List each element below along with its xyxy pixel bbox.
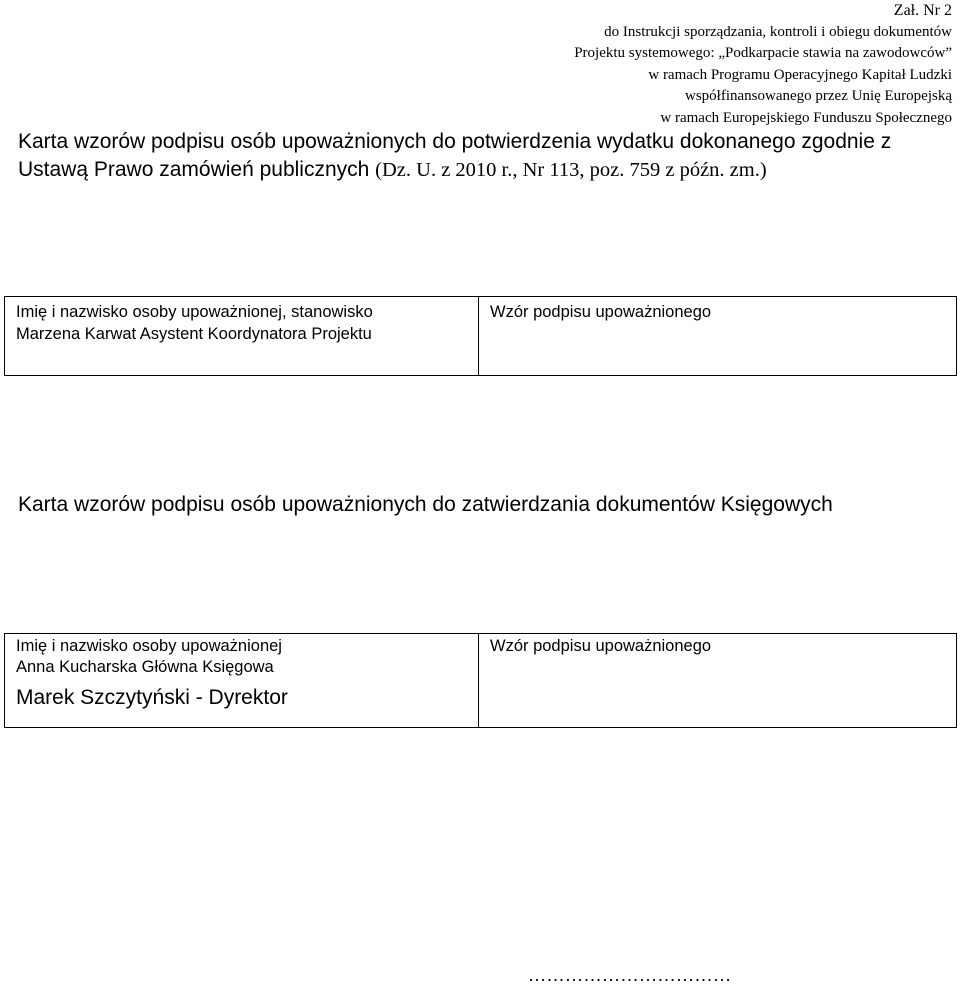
header-line: Projektu systemowego: „Podkarpacie stawia na zawodowców” — [574, 45, 952, 61]
signature-column-header: Wzór podpisu upoważnionego — [490, 303, 712, 321]
header-line: do Instrukcji sporządzania, kontroli i obiegu dokumentów — [604, 23, 952, 40]
person-entry: Marek Szczytyński - Dyrektor — [16, 686, 288, 709]
person-column-header: Imię i nazwisko osoby upoważnionej — [16, 637, 282, 655]
person-column-header: Imię i nazwisko osoby upoważnionej, stanowisko — [16, 303, 373, 321]
signature-cell — [479, 634, 957, 728]
section1-title — [18, 128, 953, 184]
signature-column-header: Wzór podpisu upoważnionego — [490, 637, 712, 655]
header-line: współfinansowanego przez Unię Europejską — [685, 88, 952, 104]
person-cell — [5, 634, 479, 728]
attachment-header — [432, 0, 952, 129]
signature-table-1 — [4, 296, 957, 376]
signature-cell — [479, 297, 957, 376]
attachment-number: Zał. Nr 2 — [893, 2, 952, 19]
section2-title: Karta wzorów podpisu osób upoważnionych do zatwierdzania dokumentów Księgowych — [18, 493, 833, 516]
header-line: w ramach Programu Operacyjnego Kapitał Ludzki — [648, 66, 952, 83]
person-entry: Marzena Karwat Asystent Koordynatora Projektu — [16, 325, 372, 343]
signature-table-2 — [4, 633, 957, 728]
signature-line: …………………………… — [528, 965, 732, 985]
section1-title-text: Karta wzorów podpisu osób upoważnionych do potwierdzenia wydatku dokonanego zgodnie z Ustawą Prawo zamówień publicznych — [18, 130, 892, 181]
section1-title-reference: (Dz. U. z 2010 r., Nr 113, poz. 759 z późn. zm.) — [375, 159, 767, 181]
person-entry: Anna Kucharska Główna Księgowa — [16, 658, 274, 676]
table-row — [5, 634, 957, 728]
person-cell — [5, 297, 479, 376]
header-line: w ramach Europejskiego Funduszu Społecznego — [660, 109, 952, 126]
table-row — [5, 297, 957, 376]
